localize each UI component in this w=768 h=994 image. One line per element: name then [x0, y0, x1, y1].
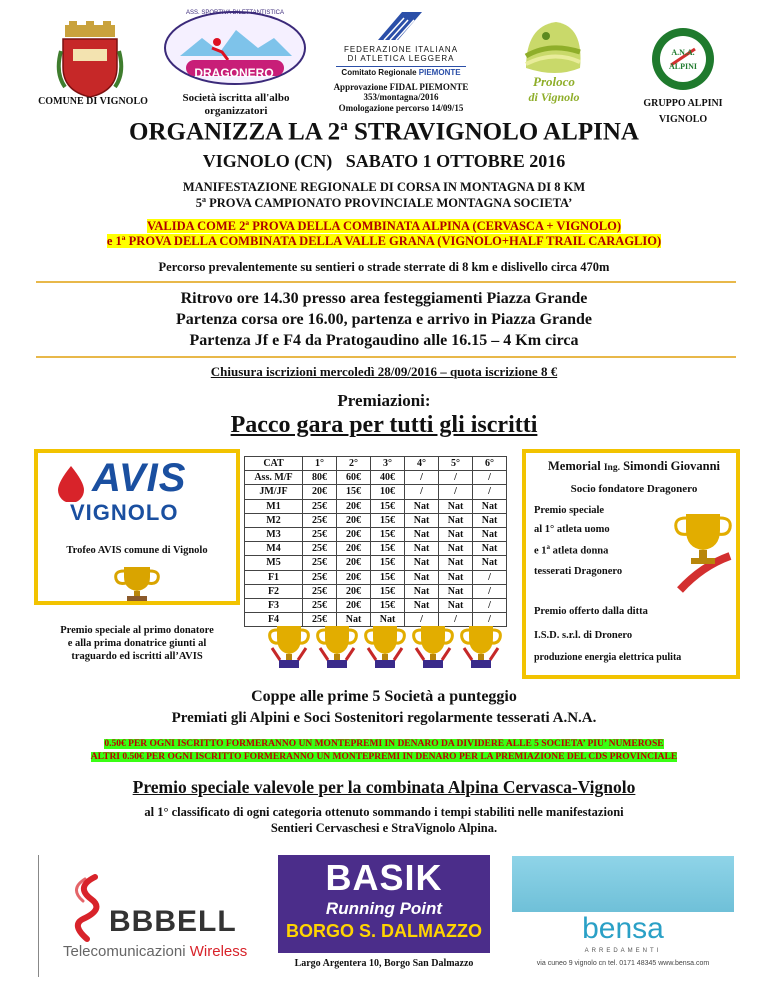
table-cell-prize: 25€ [303, 499, 337, 513]
approvazione-line2: 353/montagna/2016 [363, 92, 439, 103]
table-row [245, 471, 507, 485]
montepremi-line2 [0, 752, 768, 762]
proloco-logo [516, 16, 592, 108]
table-cell-category: F3 [245, 599, 303, 613]
campionato-prefix: 5 [195, 196, 202, 211]
memorial-socio: Socio fondatore Dragonero [570, 483, 698, 495]
fidal-comitato-label: Comitato Regionale [341, 68, 417, 77]
pacco-gara [0, 412, 768, 439]
alpini-caption-line2: VIGNOLO [658, 113, 708, 125]
coppe-line: Coppe alle prime 5 Società a punteggio [251, 688, 517, 705]
combinata-title [0, 777, 768, 798]
prize-table-header [245, 457, 507, 471]
table-cell-prize: / [473, 570, 507, 584]
memorial-isd: I.S.D. s.r.l. di Dronero [534, 630, 633, 641]
table-cell-prize: Nat [473, 556, 507, 570]
table-cell-prize: 25€ [303, 528, 337, 542]
approvazione-block [318, 82, 484, 113]
combinata-line1: al 1° classificato di ogni categoria ottenuto sommando i tempi stabiliti nelle manifestazioni [144, 805, 624, 819]
coppe-trophies [268, 622, 504, 676]
table-cell-prize: / [473, 471, 507, 485]
table-cell-prize: Nat [405, 528, 439, 542]
dragonero-ring-text: ASS. SPORTIVA DILETTANTISTICA [185, 10, 285, 16]
table-cell-prize: 15€ [371, 570, 405, 584]
trophy-icon [268, 622, 310, 672]
memorial-donna-suffix: atleta donna [550, 545, 609, 557]
table-cell-prize: Nat [405, 542, 439, 556]
avis-trophy-icon [112, 563, 162, 603]
table-cell-prize: 20€ [337, 499, 371, 513]
alpini-logo-text-1: A.N.A. [671, 48, 695, 57]
fidal-logo [336, 10, 466, 78]
prize-table [244, 456, 507, 627]
table-cell-prize: Nat [473, 528, 507, 542]
table-cell-prize: 20€ [337, 513, 371, 527]
table-cell-prize: / [405, 485, 439, 499]
table-row [245, 485, 507, 499]
table-row [245, 542, 507, 556]
table-cell-prize: / [473, 485, 507, 499]
avis-logo [52, 456, 224, 530]
memorial-title-1: Memorial [547, 459, 601, 473]
fidal-region: PIEMONTE [418, 68, 461, 77]
valida-line1 [0, 219, 768, 234]
societa-caption-line2: organizzatori [204, 104, 268, 117]
trophy-icon [364, 622, 406, 672]
col-header: 3° [371, 457, 405, 471]
table-cell-prize: Nat [439, 599, 473, 613]
table-cell-category: M4 [245, 542, 303, 556]
table-cell-prize: / [439, 613, 473, 627]
table-cell-prize: Nat [473, 542, 507, 556]
memorial-uomo: al 1° atleta uomo [534, 524, 610, 535]
table-cell-prize: Nat [473, 499, 507, 513]
bbbell-tagline [63, 943, 247, 960]
table-cell-prize: / [439, 471, 473, 485]
col-header: 4° [405, 457, 439, 471]
memorial-donna-sup: a [546, 543, 551, 551]
table-cell-prize: Nat [405, 513, 439, 527]
table-row [245, 528, 507, 542]
table-cell-prize: / [439, 485, 473, 499]
table-cell-prize: Nat [439, 513, 473, 527]
table-cell-prize: / [473, 599, 507, 613]
table-cell-category: JM/JF [245, 485, 303, 499]
table-cell-prize: Nat [405, 499, 439, 513]
table-cell-prize: 20€ [337, 542, 371, 556]
table-cell-prize: 20€ [337, 528, 371, 542]
table-cell-prize: Nat [405, 584, 439, 598]
basik-borgo: BORGO S. DALMAZZO [286, 921, 482, 941]
table-cell-prize: / [405, 613, 439, 627]
memorial-produzione: produzione energia elettrica pulita [534, 652, 682, 663]
table-cell-prize: 20€ [337, 570, 371, 584]
table-cell-prize: 25€ [303, 542, 337, 556]
memorial-title-2: Simondi Giovanni [623, 459, 721, 473]
table-cell-prize: Nat [405, 556, 439, 570]
table-cell-prize: 25€ [303, 599, 337, 613]
table-cell-prize: 20€ [303, 485, 337, 499]
table-cell-category: M5 [245, 556, 303, 570]
dragonero-logo-text: DRAGONERO [194, 66, 274, 80]
table-cell-prize: Nat [439, 499, 473, 513]
table-cell-category: M3 [245, 528, 303, 542]
table-cell-prize: Nat [405, 599, 439, 613]
alpini-caption-line1: GRUPPO ALPINI [643, 98, 723, 109]
alpini-premiati-line: Premiati gli Alpini e Soci Sostenitori regolarmente tesserati A.N.A. [171, 710, 597, 726]
avis-premio [34, 624, 240, 663]
table-cell-prize: Nat [371, 613, 405, 627]
bbbell-tagline-2: Wireless [189, 943, 248, 960]
montepremi-line1 [0, 739, 768, 749]
alpini-logo-text-2: ALPINI [668, 62, 697, 71]
table-cell-category: M1 [245, 499, 303, 513]
table-cell-prize: 80€ [303, 471, 337, 485]
ritrovo-line3: Partenza Jf e F4 da Pratogaudino alle 16.15 – 4 Km circa [189, 332, 579, 349]
table-cell-category: Ass. M/F [245, 471, 303, 485]
comune-caption: COMUNE DI VIGNOLO [38, 96, 148, 107]
memorial-donna-prefix: e 1 [534, 545, 547, 557]
percorso-line: Percorso prevalentemente su sentieri o strade sterrate di 8 km e dislivello circa 470m [158, 260, 610, 274]
main-title [0, 118, 768, 146]
table-row [245, 513, 507, 527]
premiazioni-heading: Premiazioni: [337, 391, 431, 410]
pacco-gara-text: Pacco gara per tutti gli iscritti [230, 412, 538, 438]
col-header: CAT [245, 457, 303, 471]
avis-premio-line2: e alla prima donatrice giunti al [67, 638, 207, 649]
table-cell-prize: Nat [439, 584, 473, 598]
campionato-suffix: PROVA CAMPIONATO PROVINCIALE MONTAGNA SOCIETA’ [205, 196, 573, 211]
campionato-sup: a [201, 195, 206, 204]
table-cell-prize: 15€ [371, 513, 405, 527]
comune-coat-of-arms [52, 20, 128, 100]
montepremi-text2: ALTRI 0.50€ PER OGNI ISCRITTO FORMERANNO UN MONTEPREMI IN DENARO PER LA PREMIAZIONE DEL CDS PROVINCIALE [90, 752, 678, 762]
memorial-tesserati: tesserati Dragonero [534, 566, 623, 577]
table-cell-prize: / [405, 471, 439, 485]
table-cell-prize: Nat [439, 556, 473, 570]
table-cell-prize: 10€ [371, 485, 405, 499]
fidal-line1: FEDERAZIONE ITALIANA [343, 45, 459, 54]
fidal-line2: DI ATLETICA LEGGERA [347, 54, 455, 63]
sponsor-basik [278, 855, 490, 953]
approvazione-line3: Omologazione percorso 14/09/15 [338, 102, 464, 113]
main-title-suffix: STRAVIGNOLO ALPINA [347, 118, 639, 146]
col-header: 5° [439, 457, 473, 471]
table-cell-category: F2 [245, 584, 303, 598]
table-cell-category: F1 [245, 570, 303, 584]
table-row [245, 570, 507, 584]
bbbell-name: BBBELL [109, 905, 237, 938]
table-cell-prize: Nat [439, 542, 473, 556]
alpini-logo [650, 26, 716, 92]
approvazione-line1: Approvazione FIDAL PIEMONTE [333, 82, 469, 92]
sponsor-bensa [512, 856, 734, 978]
table-cell-category: M2 [245, 513, 303, 527]
subtitle: VIGNOLO (CN) SABATO 1 OTTOBRE 2016 [202, 151, 566, 171]
main-title-sup: a [340, 118, 348, 134]
table-row [245, 584, 507, 598]
sponsor-bbbell [38, 855, 270, 977]
table-cell-prize: 60€ [337, 471, 371, 485]
col-header: 2° [337, 457, 371, 471]
table-cell-prize: 15€ [371, 542, 405, 556]
chiusura-line [0, 364, 768, 380]
bensa-address: via cuneo 9 vignolo cn tel. 0171 48345 www.bensa.com [536, 960, 710, 967]
table-cell-prize: 20€ [337, 556, 371, 570]
chiusura-text: Chiusura iscrizioni mercoledì 28/09/2016 – quota iscrizione 8 € [210, 364, 558, 379]
trofeo-avis: Trofeo AVIS comune di Vignolo [66, 545, 208, 556]
table-cell-prize: 20€ [337, 599, 371, 613]
table-row [245, 599, 507, 613]
campionato-line [0, 195, 768, 211]
bensa-subtitle: ARREDAMENTI [584, 948, 662, 954]
table-cell-prize: 15€ [337, 485, 371, 499]
proloco-text-2: di Vignolo [528, 90, 580, 104]
table-cell-prize: 25€ [303, 556, 337, 570]
table-cell-prize: 40€ [371, 471, 405, 485]
basik-address: Largo Argentera 10, Borgo San Dalmazzo [294, 958, 474, 969]
table-cell-prize: 15€ [371, 556, 405, 570]
avis-premio-line1: Premio speciale al primo donatore [60, 625, 214, 636]
divider-1 [36, 281, 736, 283]
basik-running: Running Point [325, 899, 443, 918]
fidal-comitato [336, 66, 466, 77]
societa-caption [162, 92, 310, 117]
trophy-icon [412, 622, 454, 672]
valida-line2 [0, 234, 768, 249]
table-cell-prize: 15€ [371, 599, 405, 613]
memorial-donna [534, 543, 608, 557]
table-cell-prize: 15€ [371, 499, 405, 513]
table-cell-prize: Nat [439, 528, 473, 542]
table-cell-prize: 15€ [371, 584, 405, 598]
col-header: 6° [473, 457, 507, 471]
bensa-name: bensa [582, 912, 664, 945]
table-cell-prize: / [473, 584, 507, 598]
memorial-trophy-icon [672, 506, 734, 598]
memorial-title-ing: Ing. [603, 463, 620, 473]
valida-line2-text: e 1ª PROVA DELLA COMBINATA DELLA VALLE GRANA (VIGNOLO+HALF TRAIL CARAGLIO) [106, 234, 662, 248]
divider-2 [36, 356, 736, 358]
ritrovo-line2: Partenza corsa ore 16.00, partenza e arrivo in Piazza Grande [175, 311, 593, 328]
table-cell-prize: 25€ [303, 570, 337, 584]
avis-premio-line3: traguardo ed iscritti all’AVIS [71, 651, 203, 662]
ritrovo-line1: Ritrovo ore 14.30 presso area festeggiamenti Piazza Grande [180, 290, 588, 307]
table-cell-prize: 25€ [303, 584, 337, 598]
montepremi-text1: 0.50€ PER OGNI ISCRITTO FORMERANNO UN MONTEPREMI IN DENARO DA DIVIDERE ALLE 5 SOCIETA’ PIU’ NUMEROSE [104, 739, 664, 749]
table-cell-prize: 15€ [371, 528, 405, 542]
table-cell-category: F4 [245, 613, 303, 627]
valida-line1-text: VALIDA COME 2ª PROVA DELLA COMBINATA ALPINA (CERVASCA + VIGNOLO) [146, 219, 622, 233]
combinata-line2: Sentieri Cervaschesi e StraVignolo Alpina. [270, 821, 498, 835]
manifestazione-line: MANIFESTAZIONE REGIONALE DI CORSA IN MONTAGNA DI 8 KM [182, 180, 586, 194]
trophy-icon [316, 622, 358, 672]
table-cell-prize: Nat [337, 613, 371, 627]
table-cell-prize: 25€ [303, 613, 337, 627]
memorial-offerto: Premio offerto dalla ditta [534, 606, 648, 617]
bbbell-tagline-1: Telecomunicazioni [63, 943, 186, 960]
bensa-photo [512, 856, 734, 912]
col-header: 1° [303, 457, 337, 471]
societa-caption-line1: Società iscritta all'albo [182, 92, 290, 104]
dragonero-logo [160, 8, 310, 88]
table-cell-prize: Nat [439, 570, 473, 584]
table-cell-prize: / [473, 613, 507, 627]
table-cell-prize: Nat [473, 513, 507, 527]
table-cell-prize: Nat [405, 570, 439, 584]
table-cell-prize: 20€ [337, 584, 371, 598]
basik-name: BASIK [325, 857, 443, 898]
trophy-icon [460, 622, 502, 672]
avis-logo-subtext: VIGNOLO [70, 500, 179, 525]
table-cell-prize: 25€ [303, 513, 337, 527]
avis-logo-text: AVIS [92, 456, 187, 500]
proloco-text-1: Proloco [533, 74, 575, 89]
combinata-title-text: Premio speciale valevole per la combinata Alpina Cervasca-Vignolo [132, 777, 636, 797]
main-title-prefix: ORGANIZZA LA 2 [129, 118, 341, 146]
memorial-title [530, 459, 738, 474]
table-row [245, 556, 507, 570]
memorial-premio: Premio speciale [534, 505, 605, 516]
table-row [245, 499, 507, 513]
